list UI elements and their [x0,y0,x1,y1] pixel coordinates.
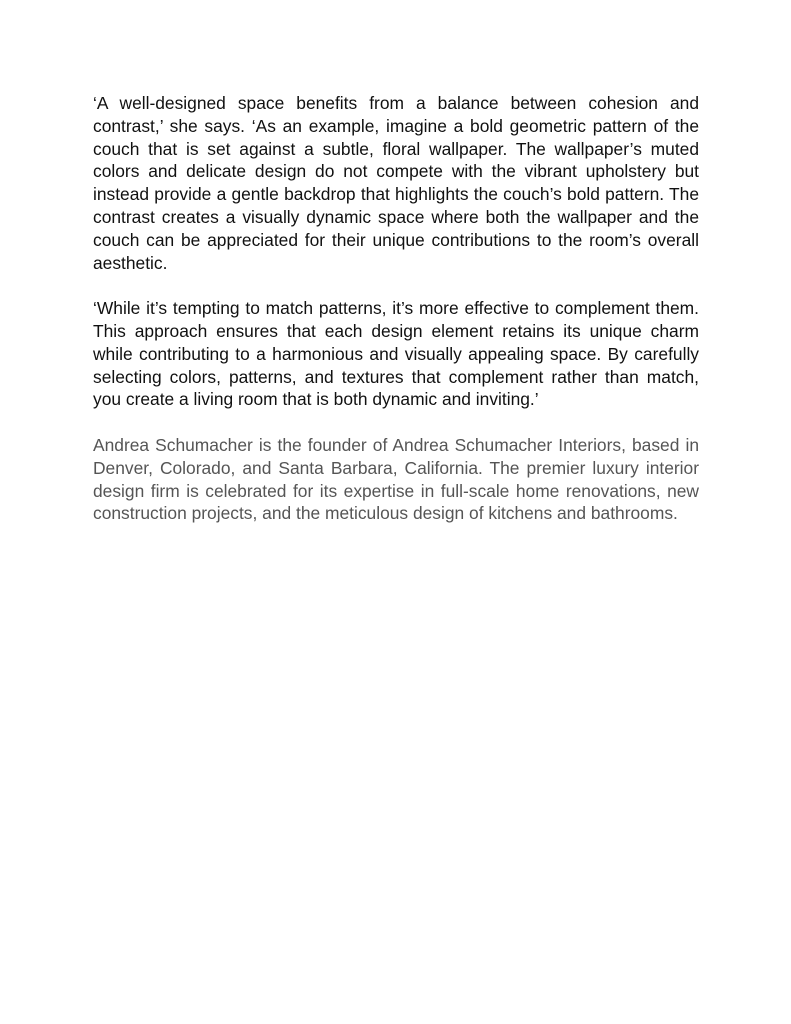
document-body [93,92,699,525]
author-bio: Andrea Schumacher is the founder of Andrea Schumacher Interiors, based in Denver, Colorado, and Santa Barbara, California. The premier luxury interior design firm is celebrated for its expertise in full-scale home renovations, new construction projects, and the meticulous design of kitchens and bathrooms. [93,434,699,524]
quote-paragraph-2: ‘While it’s tempting to match patterns, it’s more effective to complement them. This approach ensures that each design element retains its unique charm while contributing to a harmonious and visually appealing space. By carefully selecting colors, patterns, and textures that complement rather than match, you create a living room that is both dynamic and inviting.’ [93,298,699,410]
quote-paragraph-1: ‘A well-designed space benefits from a balance between cohesion and contrast,’ she says. ‘As an example, imagine a bold geometric pattern of the couch that is set against a subtle, floral wallpaper. The wallpaper’s muted colors and delicate design do not compete with the vibrant upholstery but instead provide a gentle backdrop that highlights the couch’s bold pattern. The contrast creates a visually dynamic space where both the wallpaper and the couch can be appreciated for their unique contributions to the room’s overall aesthetic. [93,93,699,273]
